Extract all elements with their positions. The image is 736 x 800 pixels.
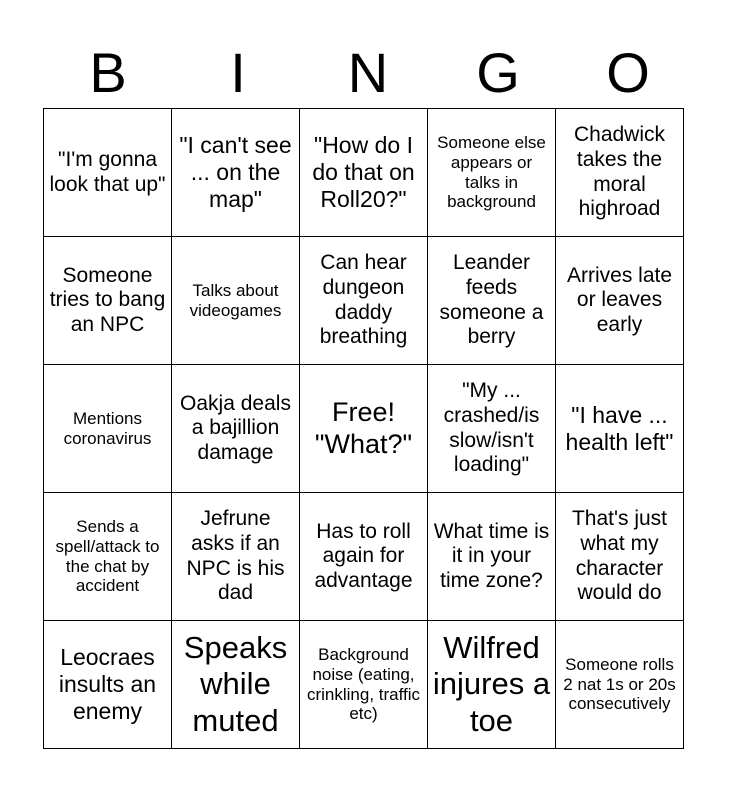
bingo-cell[interactable]: That's just what my character would do bbox=[556, 493, 684, 621]
bingo-cell[interactable]: Talks about videogames bbox=[172, 237, 300, 365]
bingo-cell[interactable]: "I can't see ... on the map" bbox=[172, 109, 300, 237]
bingo-cell[interactable]: "I have ... health left" bbox=[556, 365, 684, 493]
bingo-cell[interactable]: "How do I do that on Roll20?" bbox=[300, 109, 428, 237]
bingo-cell[interactable]: Oakja deals a bajillion damage bbox=[172, 365, 300, 493]
bingo-cell[interactable]: "I'm gonna look that up" bbox=[44, 109, 172, 237]
bingo-cell[interactable]: Mentions coronavirus bbox=[44, 365, 172, 493]
bingo-cell[interactable]: Someone rolls 2 nat 1s or 20s consecutively bbox=[556, 621, 684, 749]
bingo-cell[interactable]: Wilfred injures a toe bbox=[428, 621, 556, 749]
bingo-cell[interactable]: Leocraes insults an enemy bbox=[44, 621, 172, 749]
bingo-cell[interactable]: Background noise (eating, crinkling, traffic etc) bbox=[300, 621, 428, 749]
header-letter-g: G bbox=[476, 41, 520, 104]
bingo-cell[interactable]: Speaks while muted bbox=[172, 621, 300, 749]
board-row bbox=[44, 109, 684, 237]
board-row bbox=[44, 621, 684, 749]
bingo-cell[interactable]: Someone tries to bang an NPC bbox=[44, 237, 172, 365]
bingo-cell[interactable]: Leander feeds someone a berry bbox=[428, 237, 556, 365]
bingo-board bbox=[43, 108, 684, 749]
bingo-cell[interactable]: Can hear dungeon daddy breathing bbox=[300, 237, 428, 365]
bingo-cell[interactable]: Chadwick takes the moral highroad bbox=[556, 109, 684, 237]
board-row bbox=[44, 493, 684, 621]
bingo-cell[interactable]: Jefrune asks if an NPC is his dad bbox=[172, 493, 300, 621]
header-letter-o: O bbox=[606, 41, 650, 104]
header-letter-b: B bbox=[89, 41, 127, 104]
header-letter-n: N bbox=[347, 41, 389, 104]
bingo-cell[interactable]: Arrives late or leaves early bbox=[556, 237, 684, 365]
header-letter-i: I bbox=[230, 41, 246, 104]
bingo-cell[interactable]: Someone else appears or talks in background bbox=[428, 109, 556, 237]
bingo-cell[interactable]: Sends a spell/attack to the chat by accident bbox=[44, 493, 172, 621]
free-space-cell[interactable]: Free! "What?" bbox=[300, 365, 428, 493]
board-row bbox=[44, 237, 684, 365]
bingo-cell[interactable]: "My ... crashed/is slow/isn't loading" bbox=[428, 365, 556, 493]
bingo-header bbox=[43, 38, 693, 108]
bingo-cell[interactable]: Has to roll again for advantage bbox=[300, 493, 428, 621]
board-row bbox=[44, 365, 684, 493]
bingo-cell[interactable]: What time is it in your time zone? bbox=[428, 493, 556, 621]
